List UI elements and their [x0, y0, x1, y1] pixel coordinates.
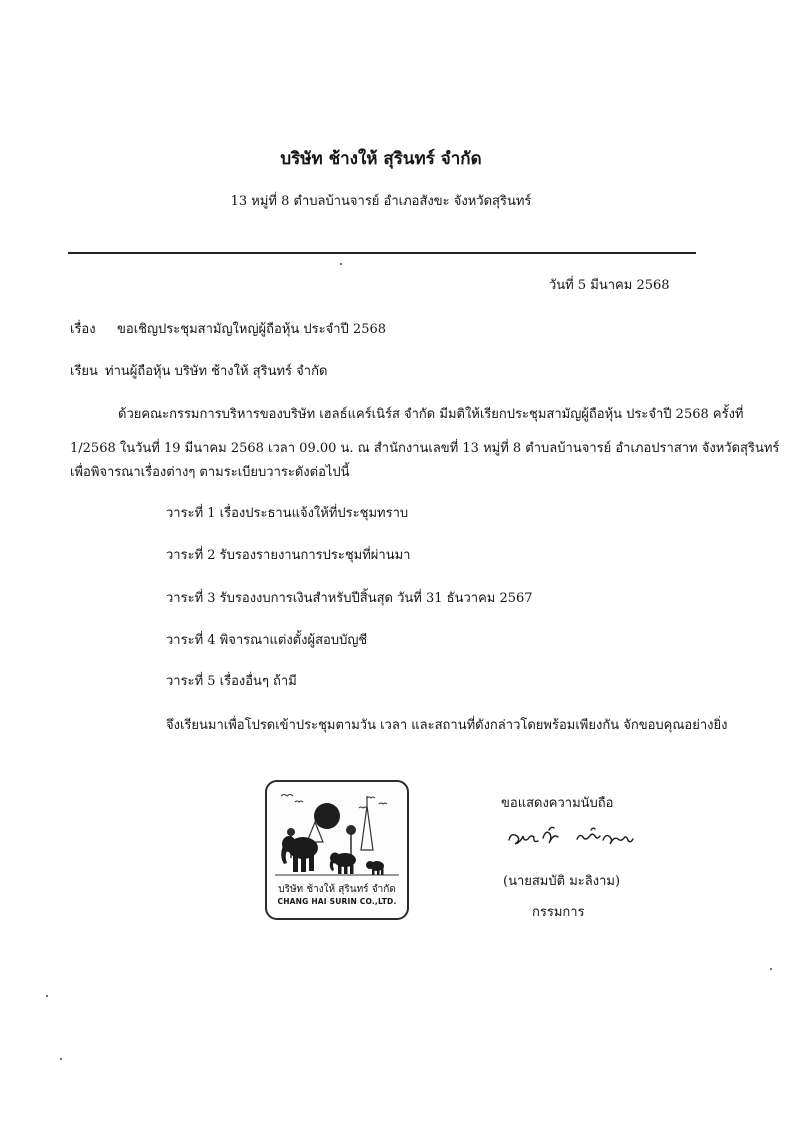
body-paragraph: [70, 398, 780, 490]
recipient-text: ท่านผู้ถือหุ้น บริษัท ช้างให้ สุรินทร์ จำกัด: [105, 364, 328, 379]
scan-speck: [60, 1058, 62, 1060]
signer-name: (นายสมบัติ มะลิงาม): [503, 874, 621, 889]
body-line: เพื่อพิจารณาเรื่องต่างๆ ตามระเบียบวาระดังต่อไปนี้: [70, 465, 350, 480]
recipient-label: เรียน: [70, 364, 98, 379]
letter-date: วันที่ 5 มีนาคม 2568: [549, 278, 670, 293]
handwritten-signature: [505, 820, 655, 854]
agenda-item: วาระที่ 3 รับรองงบการเงินสำหรับปีสิ้นสุด วันที่ 31 ธันวาคม 2567: [166, 591, 533, 606]
scan-speck: [46, 995, 48, 997]
body-line: ด้วยคณะกรรมการบริหารของบริษัท เฮลธ์แคร์เนิร์ส จำกัด มีมติให้เรียกประชุมสามัญผู้ถือหุ้น ประจำปี 2568 ครั้งที่: [118, 407, 744, 422]
agenda-item: วาระที่ 1 เรื่องประธานแจ้งให้ที่ประชุมทราบ: [166, 506, 409, 521]
signer-title: กรรมการ: [532, 905, 585, 920]
agenda-item: วาระที่ 5 เรื่องอื่นๆ ถ้ามี: [166, 674, 297, 689]
elephant-logo-icon: [267, 782, 407, 882]
subject-label: เรื่อง: [70, 322, 96, 337]
scan-speck: [770, 968, 772, 970]
agenda-item: วาระที่ 4 พิจารณาแต่งตั้งผู้สอบบัญชี: [166, 633, 368, 648]
stamp-thai-name: บริษัท ช้างให้ สุรินทร์ จำกัด: [278, 884, 396, 895]
header-divider: [68, 252, 696, 254]
company-address: 13 หมู่ที่ 8 ตำบลบ้านจารย์ อำเภอสังขะ จังหวัดสุรินทร์: [230, 194, 532, 209]
subject-text: ขอเชิญประชุมสามัญใหญ่ผู้ถือหุ้น ประจำปี 2568: [117, 322, 387, 337]
regards-text: ขอแสดงความนับถือ: [501, 796, 614, 811]
agenda-item: วาระที่ 2 รับรองรายงานการประชุมที่ผ่านมา: [166, 548, 411, 563]
closing-sentence: จึงเรียนมาเพื่อโปรดเข้าประชุมตามวัน เวลา และสถานที่ดังกล่าวโดยพร้อมเพียงกัน จักขอบคุณอย่างยิ่ง: [166, 718, 728, 733]
company-name: บริษัท ช้างให้ สุรินทร์ จำกัด: [280, 149, 482, 169]
body-line: 1/2568 ในวันที่ 19 มีนาคม 2568 เวลา 09.00 น. ณ สำนักงานเลขที่ 13 หมู่ที่ 8 ตำบลบ้านจารย์ อำเภอปราสาท จังหวัดสุรินทร์: [70, 441, 780, 456]
stamp-english-name: CHANG HAI SURIN CO.,LTD.: [277, 897, 397, 906]
company-stamp: [265, 780, 409, 920]
scan-speck: [340, 263, 342, 265]
